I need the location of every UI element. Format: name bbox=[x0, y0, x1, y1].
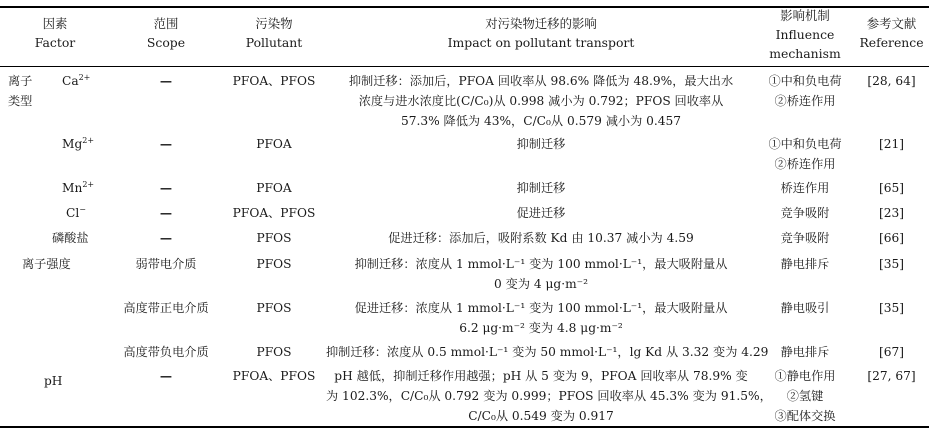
ion-symbol: Ca bbox=[62, 74, 79, 88]
reference-cell: [21] bbox=[878, 137, 905, 151]
header-impact-en: Impact on pollutant transport bbox=[447, 35, 635, 50]
header-mechanism-en: Influence bbox=[775, 27, 835, 42]
ion-label bbox=[66, 203, 86, 223]
mechanism-line: ②桥连作用 bbox=[774, 157, 836, 171]
reference-cell: [28, 64] bbox=[867, 74, 916, 88]
header-pollutant-zh: 污染物 bbox=[255, 16, 293, 31]
header-reference-en: Reference bbox=[859, 35, 924, 50]
pollutant-cell: PFOA bbox=[256, 181, 292, 195]
reference-cell: [35] bbox=[878, 301, 905, 315]
mechanism-cell bbox=[756, 134, 854, 174]
mechanism-cell bbox=[756, 342, 854, 362]
pollutant-cell: PFOS bbox=[256, 257, 292, 271]
mechanism-cell bbox=[756, 178, 854, 198]
mechanism-line: 静电排斥 bbox=[780, 257, 830, 271]
ion-label bbox=[62, 178, 94, 198]
pollutant-cell: PFOS bbox=[256, 301, 292, 315]
ion-symbol: Mg bbox=[62, 137, 83, 151]
mechanism-line: ①静电作用 bbox=[774, 369, 836, 383]
scope-cell: — bbox=[159, 137, 173, 151]
mechanism-line: ①中和负电荷 bbox=[768, 137, 842, 151]
pollutant-cell: PFOA、PFOS bbox=[232, 74, 316, 88]
header-factor bbox=[0, 14, 110, 52]
impact-cell bbox=[326, 366, 772, 426]
header-factor-en: Factor bbox=[34, 35, 76, 50]
factor-ion-type-line1: 离子 bbox=[8, 74, 33, 88]
impact-line: 促进迁移 bbox=[516, 206, 566, 220]
table-bottom-rule bbox=[0, 426, 929, 428]
scope-cell: — bbox=[159, 231, 173, 245]
mechanism-cell bbox=[756, 71, 854, 111]
impact-line: 抑制迁移：浓度从 1 mmol·L⁻¹ 变为 100 mmol·L⁻¹，最大吸附量从 bbox=[354, 257, 728, 271]
impact-cell bbox=[326, 228, 756, 248]
mechanism-cell bbox=[756, 254, 854, 274]
impact-line: C/C₀从 0.549 变为 0.917 bbox=[468, 409, 614, 423]
header-scope-zh: 范围 bbox=[153, 16, 179, 31]
impact-line: 57.3% 降低为 43%，C/C₀从 0.579 减小为 0.457 bbox=[400, 114, 682, 128]
impact-line: 抑制迁移：添加后，PFOA 回收率从 98.6% 降低为 48.9%，最大出水 bbox=[348, 74, 734, 88]
mechanism-cell bbox=[756, 298, 854, 318]
reference-cell: [23] bbox=[878, 206, 905, 220]
pollutant-cell: PFOS bbox=[256, 345, 292, 359]
table-header-rule bbox=[0, 66, 929, 67]
header-scope-en: Scope bbox=[146, 35, 186, 50]
mechanism-line: 竞争吸附 bbox=[780, 231, 830, 245]
impact-line: 0 变为 4 μg·m⁻² bbox=[494, 277, 588, 291]
mechanism-line: ①中和负电荷 bbox=[768, 74, 842, 88]
impact-cell bbox=[326, 342, 769, 362]
ion-charge: 2+ bbox=[78, 73, 91, 82]
mechanism-line: 竞争吸附 bbox=[780, 206, 830, 220]
pollutant-cell: PFOA、PFOS bbox=[232, 206, 316, 220]
mechanism-cell bbox=[756, 366, 854, 426]
header-factor-zh: 因素 bbox=[42, 16, 68, 31]
pollutant-cell: PFOA bbox=[256, 137, 292, 151]
impact-line: 抑制迁移 bbox=[516, 181, 566, 195]
reference-cell: [67] bbox=[878, 345, 905, 359]
pollutant-cell: PFOA、PFOS bbox=[232, 369, 316, 383]
ion-charge: 2+ bbox=[82, 136, 95, 145]
impact-line: 促进迁移：添加后，吸附系数 Kd 由 10.37 减小为 4.59 bbox=[388, 231, 694, 245]
mechanism-line: 静电吸引 bbox=[780, 301, 830, 315]
header-impact bbox=[326, 14, 756, 52]
mechanism-line: ③配体交换 bbox=[774, 409, 836, 423]
reference-cell: [27, 67] bbox=[867, 369, 916, 383]
impact-cell bbox=[326, 298, 756, 338]
ion-symbol: 磷酸盐 bbox=[52, 231, 89, 245]
ion-charge: 2+ bbox=[82, 180, 95, 189]
header-reference-zh: 参考文献 bbox=[866, 16, 917, 31]
impact-cell bbox=[326, 134, 756, 154]
header-pollutant-en: Pollutant bbox=[245, 35, 303, 50]
header-mechanism-zh: 影响机制 bbox=[780, 8, 830, 23]
impact-line: 促进迁移：浓度从 1 mmol·L⁻¹ 变为 100 mmol·L⁻¹，最大吸附量从 bbox=[354, 301, 728, 315]
mechanism-line: 静电排斥 bbox=[780, 345, 830, 359]
mechanism-cell bbox=[756, 203, 854, 223]
ion-label bbox=[62, 134, 94, 154]
mechanism-cell bbox=[756, 228, 854, 248]
impact-line: 抑制迁移 bbox=[516, 137, 566, 151]
scope-cell: 高度带正电介质 bbox=[123, 301, 209, 315]
mechanism-line: ②桥连作用 bbox=[774, 94, 836, 108]
scope-cell: — bbox=[159, 181, 173, 195]
scope-cell: — bbox=[159, 206, 173, 220]
impact-line: 抑制迁移：浓度从 0.5 mmol·L⁻¹ 变为 50 mmol·L⁻¹，lg Kd 从 3.32 变为 4.29 bbox=[326, 345, 769, 359]
reference-cell: [65] bbox=[878, 181, 905, 195]
ion-symbol: Mn bbox=[62, 181, 83, 195]
scope-cell: — bbox=[159, 74, 173, 88]
scope-cell: — bbox=[159, 369, 173, 383]
reference-cell: [35] bbox=[878, 257, 905, 271]
mechanism-line: ②氢键 bbox=[786, 389, 824, 403]
ion-label bbox=[62, 71, 90, 91]
impact-cell bbox=[326, 178, 756, 198]
ion-charge: − bbox=[79, 205, 86, 214]
scope-cell: 高度带负电介质 bbox=[123, 345, 209, 359]
impact-cell bbox=[326, 71, 756, 131]
pollutant-cell: PFOS bbox=[256, 231, 292, 245]
factor-ph: pH bbox=[44, 374, 63, 388]
factor-ionic-strength: 离子强度 bbox=[22, 257, 71, 271]
impact-cell bbox=[326, 203, 756, 223]
impact-line: 6.2 μg·m⁻² 变为 4.8 μg·m⁻² bbox=[459, 321, 623, 335]
scope-cell: 弱带电介质 bbox=[135, 257, 197, 271]
impact-line: 为 102.3%，C/C₀从 0.792 变为 0.999；PFOS 回收率从 45.3% 变为 91.5%， bbox=[326, 389, 772, 403]
ion-label bbox=[52, 228, 89, 248]
header-pollutant bbox=[222, 14, 326, 52]
reference-cell: [66] bbox=[878, 231, 905, 245]
mechanism-line: 桥连作用 bbox=[780, 181, 830, 195]
impact-cell bbox=[326, 254, 756, 294]
header-mechanism-en2: mechanism bbox=[769, 46, 841, 61]
impact-line: pH 越低，抑制迁移作用越强；pH 从 5 变为 9，PFOA 回收率从 78.9% 变 bbox=[334, 369, 748, 383]
factor-ion-type-line2: 类型 bbox=[8, 94, 33, 108]
header-mechanism bbox=[756, 6, 854, 63]
ion-symbol: Cl bbox=[66, 206, 80, 220]
header-reference bbox=[854, 14, 929, 52]
header-scope bbox=[110, 14, 222, 52]
header-impact-zh: 对污染物迁移的影响 bbox=[485, 16, 597, 31]
impact-line: 浓度与进水浓度比(C/C₀)从 0.998 减小为 0.792；PFOS 回收率从 bbox=[358, 94, 724, 108]
